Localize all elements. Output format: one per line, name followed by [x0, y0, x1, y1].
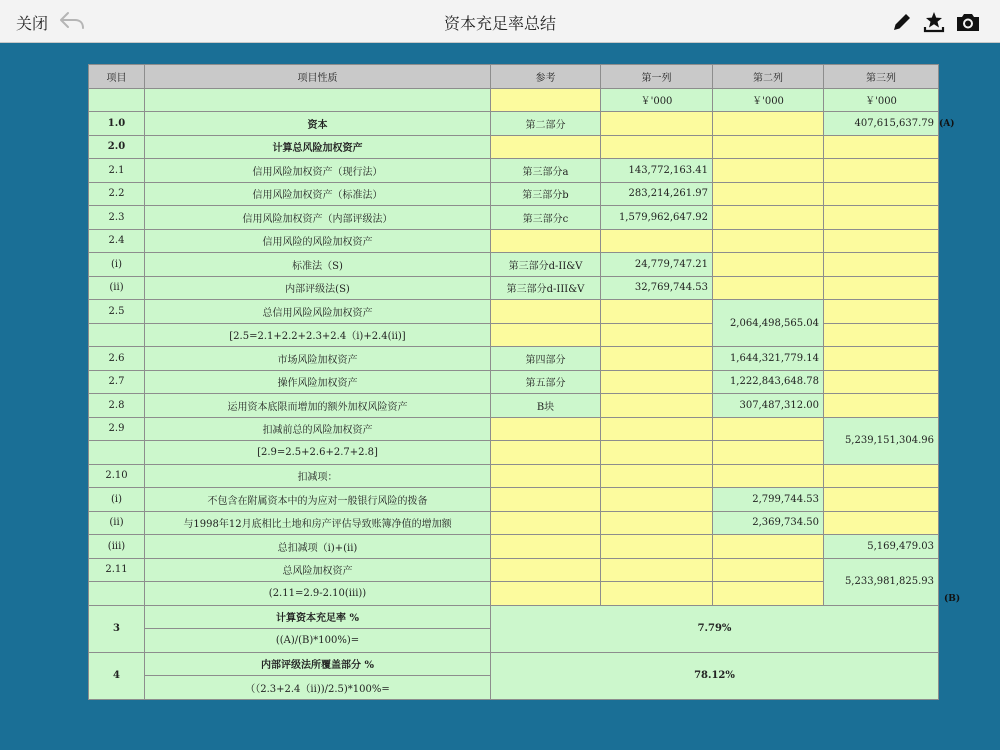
nature-cell: 内部评级法所覆盖部分 % [145, 652, 491, 676]
table-row [89, 229, 939, 253]
item-cell: 2.7 [89, 370, 145, 394]
value-cell[interactable] [601, 112, 713, 136]
value-cell[interactable] [824, 182, 939, 206]
item-cell [89, 441, 145, 465]
value-cell[interactable] [824, 159, 939, 183]
value-cell[interactable] [713, 159, 824, 183]
nature-cell: 标准法（S) [145, 253, 491, 277]
side-label-b: (B) [944, 594, 961, 604]
ref-cell[interactable] [491, 300, 601, 324]
summary-table [88, 64, 939, 700]
value-cell[interactable] [824, 464, 939, 488]
value-cell[interactable] [713, 417, 824, 441]
nature-cell: 运用资本底限而增加的额外加权风险资产 [145, 394, 491, 418]
item-cell [89, 582, 145, 606]
value-cell: 32,769,744.53 [601, 276, 713, 300]
ref-cell: 第五部分 [491, 370, 601, 394]
table-row [89, 558, 939, 582]
header-cell: 参考 [491, 65, 601, 89]
item-cell: 2.9 [89, 417, 145, 441]
ref-cell[interactable] [491, 464, 601, 488]
unit-cell: ￥'000 [601, 88, 713, 112]
ref-cell: 第四部分 [491, 347, 601, 371]
table-row [89, 417, 939, 441]
close-button[interactable]: 关闭 [16, 14, 49, 33]
table-row [89, 276, 939, 300]
table-row [89, 135, 939, 159]
value-cell[interactable] [601, 347, 713, 371]
nature-cell: 信用风险的风险加权资产 [145, 229, 491, 253]
value-cell[interactable] [824, 135, 939, 159]
ref-cell[interactable] [491, 323, 601, 347]
ref-cell[interactable] [491, 535, 601, 559]
value-cell[interactable] [601, 441, 713, 465]
back-arrow-icon[interactable] [58, 9, 86, 33]
side-label-a: (A) [939, 119, 955, 129]
camera-icon[interactable] [955, 10, 981, 34]
value-cell: 1,579,962,647.92 [601, 206, 713, 230]
formula-cell: (2.11=2.9-2.10(iii)) [145, 582, 491, 606]
item-cell: 2.10 [89, 464, 145, 488]
nature-cell: 总风险加权资产 [145, 558, 491, 582]
value-cell[interactable] [601, 582, 713, 606]
value-cell[interactable] [824, 394, 939, 418]
value-cell: 5,233,981,825.93 [824, 558, 939, 605]
item-cell: 2.5 [89, 300, 145, 324]
table-row [89, 159, 939, 183]
item-cell: 2.8 [89, 394, 145, 418]
value-cell[interactable] [601, 394, 713, 418]
value-cell[interactable] [824, 511, 939, 535]
ref-cell: 第三部分b [491, 182, 601, 206]
item-cell: 3 [89, 605, 145, 652]
value-cell[interactable] [713, 535, 824, 559]
value-cell: 143,772,163.41 [601, 159, 713, 183]
table-row [89, 300, 939, 324]
header-cell: 第一列 [601, 65, 713, 89]
formula-cell: [2.5=2.1+2.2+2.3+2.4（i)+2.4(ii)] [145, 323, 491, 347]
value-cell: 283,214,261.97 [601, 182, 713, 206]
ref-cell: 第三部分d-II&V [491, 253, 601, 277]
header-cell: 项目 [89, 65, 145, 89]
value-cell[interactable] [601, 323, 713, 347]
item-cell: (iii) [89, 535, 145, 559]
item-cell: 2.1 [89, 159, 145, 183]
value-cell[interactable] [601, 417, 713, 441]
table-cell [89, 88, 145, 112]
unit-cell: ￥'000 [713, 88, 824, 112]
value-cell[interactable] [824, 323, 939, 347]
value-cell[interactable] [713, 112, 824, 136]
value-cell[interactable] [713, 558, 824, 582]
result-cell: 7.79% [491, 605, 939, 652]
table-row [89, 488, 939, 512]
table-row [89, 441, 939, 465]
capital-adequacy-sheet [88, 64, 938, 700]
ref-cell: 第三部分a [491, 159, 601, 183]
table-row [89, 394, 939, 418]
header-cell: 项目性质 [145, 65, 491, 89]
value-cell[interactable] [713, 135, 824, 159]
value-cell[interactable] [601, 535, 713, 559]
item-cell: 4 [89, 652, 145, 699]
value-cell[interactable] [824, 253, 939, 277]
value-cell: 407,615,637.79 [824, 112, 939, 136]
table-row [89, 347, 939, 371]
nature-cell: 内部评级法(S) [145, 276, 491, 300]
value-cell[interactable] [601, 488, 713, 512]
ref-cell[interactable] [491, 417, 601, 441]
value-cell[interactable] [713, 582, 824, 606]
item-cell: 1.0 [89, 112, 145, 136]
value-cell[interactable] [713, 276, 824, 300]
item-cell: 2.6 [89, 347, 145, 371]
units-row [89, 88, 939, 112]
value-cell: 1,222,843,648.78 [713, 370, 824, 394]
table-row [89, 253, 939, 277]
nature-cell: 总信用风险风险加权资产 [145, 300, 491, 324]
value-cell[interactable] [824, 276, 939, 300]
value-cell: 2,064,498,565.04 [713, 300, 824, 347]
top-toolbar [0, 0, 1000, 43]
ref-cell[interactable] [491, 511, 601, 535]
item-cell: (ii) [89, 511, 145, 535]
ref-cell: 第三部分c [491, 206, 601, 230]
table-row [89, 582, 939, 606]
download-star-icon[interactable] [922, 10, 946, 34]
value-cell: 2,799,744.53 [713, 488, 824, 512]
ref-cell: B块 [491, 394, 601, 418]
table-row [89, 206, 939, 230]
ref-cell: 第三部分d-III&V [491, 276, 601, 300]
value-cell[interactable] [601, 229, 713, 253]
nature-cell: 不包含在附属资本中的为应对一般银行风险的拨备 [145, 488, 491, 512]
value-cell[interactable] [824, 347, 939, 371]
value-cell[interactable] [824, 206, 939, 230]
ref-cell[interactable] [491, 441, 601, 465]
header-cell: 第二列 [713, 65, 824, 89]
value-cell[interactable] [601, 370, 713, 394]
value-cell[interactable] [601, 464, 713, 488]
item-cell: 2.11 [89, 558, 145, 582]
table-row [89, 652, 939, 676]
value-cell: 2,369,734.50 [713, 511, 824, 535]
value-cell[interactable] [824, 300, 939, 324]
nature-cell: 信用风险加权资产（内部评级法） [145, 206, 491, 230]
nature-cell: 扣减项： [145, 464, 491, 488]
table-row [89, 511, 939, 535]
value-cell[interactable] [601, 300, 713, 324]
table-row [89, 370, 939, 394]
header-cell: 第三列 [824, 65, 939, 89]
formula-cell: （（2.3+2.4（ii))/2.5)*100%= [145, 676, 491, 700]
nature-cell: 资本 [145, 112, 491, 136]
nature-cell: 与1998年12月底相比土地和房产评估导致账簿净值的增加额 [145, 511, 491, 535]
value-cell[interactable] [824, 229, 939, 253]
result-cell: 78.12% [491, 652, 939, 699]
value-cell: 5,239,151,304.96 [824, 417, 939, 464]
value-cell: 24,779,747.21 [601, 253, 713, 277]
table-row [89, 464, 939, 488]
page-title: 资本充足率总结 [443, 14, 556, 33]
item-cell: 2.3 [89, 206, 145, 230]
item-cell: 2.0 [89, 135, 145, 159]
value-cell[interactable] [713, 253, 824, 277]
formula-cell: [2.9=2.5+2.6+2.7+2.8] [145, 441, 491, 465]
ref-cell[interactable] [491, 582, 601, 606]
value-cell[interactable] [713, 464, 824, 488]
value-cell[interactable] [713, 182, 824, 206]
item-cell: (i) [89, 253, 145, 277]
ref-cell[interactable] [491, 488, 601, 512]
value-cell[interactable] [713, 206, 824, 230]
nature-cell: 操作风险加权资产 [145, 370, 491, 394]
value-cell: 307,487,312.00 [713, 394, 824, 418]
ref-cell[interactable] [491, 558, 601, 582]
table-cell[interactable] [491, 88, 601, 112]
unit-cell: ￥'000 [824, 88, 939, 112]
ref-cell[interactable] [491, 229, 601, 253]
table-row [89, 112, 939, 136]
ref-cell: 第二部分 [491, 112, 601, 136]
value-cell[interactable] [601, 558, 713, 582]
value-cell[interactable] [601, 135, 713, 159]
value-cell[interactable] [601, 511, 713, 535]
item-cell [89, 323, 145, 347]
value-cell[interactable] [713, 441, 824, 465]
table-row [89, 605, 939, 629]
item-cell: (ii) [89, 276, 145, 300]
table-cell [145, 88, 491, 112]
table-row [89, 535, 939, 559]
header-row [89, 65, 939, 89]
value-cell[interactable] [824, 370, 939, 394]
ref-cell[interactable] [491, 135, 601, 159]
nature-cell: 计算总风险加权资产 [145, 135, 491, 159]
value-cell: 5,169,479.03 [824, 535, 939, 559]
pencil-icon[interactable] [890, 10, 914, 34]
formula-cell: ((A)/(B)*100%)= [145, 629, 491, 653]
item-cell: 2.2 [89, 182, 145, 206]
item-cell: (i) [89, 488, 145, 512]
value-cell[interactable] [824, 488, 939, 512]
nature-cell: 信用风险加权资产（标准法） [145, 182, 491, 206]
nature-cell: 总扣减项（i)+(ii) [145, 535, 491, 559]
value-cell[interactable] [713, 229, 824, 253]
item-cell: 2.4 [89, 229, 145, 253]
nature-cell: 计算资本充足率 % [145, 605, 491, 629]
table-row [89, 182, 939, 206]
nature-cell: 信用风险加权资产（现行法） [145, 159, 491, 183]
value-cell: 1,644,321,779.14 [713, 347, 824, 371]
nature-cell: 市场风险加权资产 [145, 347, 491, 371]
nature-cell: 扣减前总的风险加权资产 [145, 417, 491, 441]
